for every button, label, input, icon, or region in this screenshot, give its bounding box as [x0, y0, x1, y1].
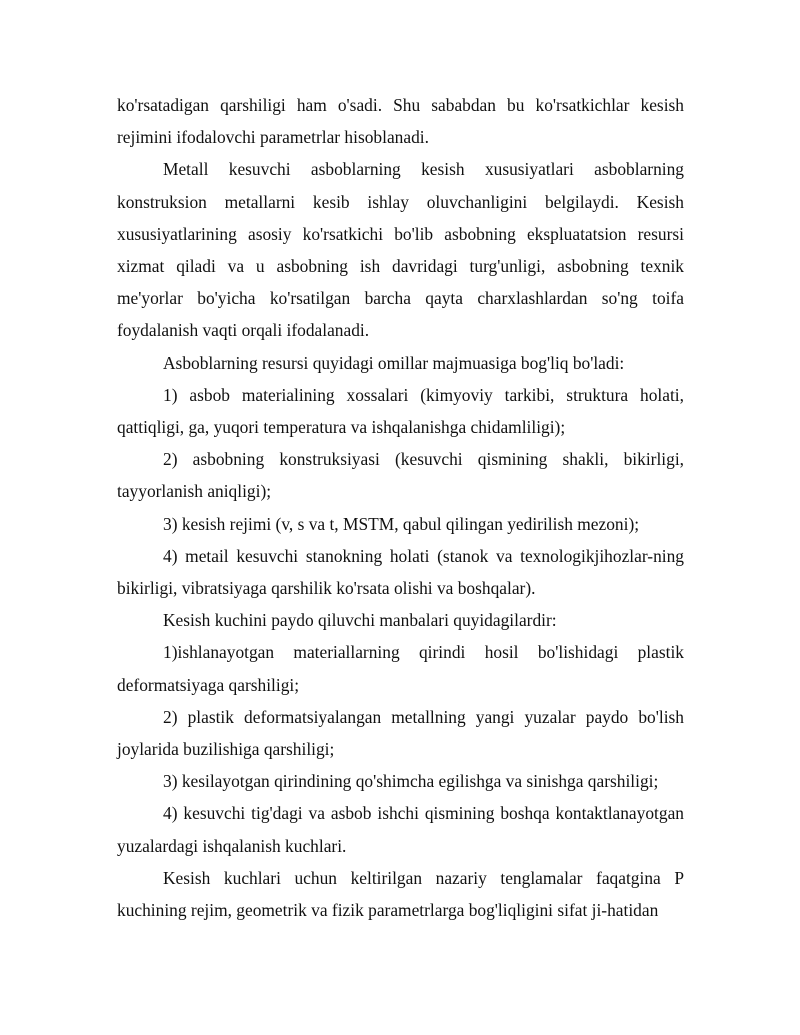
paragraph-force-sources-intro: Kesish kuchini paydo qiluvchi manbalari quyidagilardir:	[163, 610, 557, 631]
paragraph-cutting-properties: Metall kesuvchi asboblarning kesish xususiyatlari asboblarning konstruksion metallarni kesib ishlay oluvchanligini belgilaydi. Kesish xususiyatlarining asosiy ko'rsatkichi bo'lib asbobning ekspluatatsion resursi xizmat qiladi va u asbobning ish davridagi turg'unligi, asbobning texnik me'yorlar bo'yicha ko'rsatilgan barcha qayta charxlashlardan so'ng toifa foydalanish vaqti orqali ifodalanadi.	[117, 159, 684, 341]
paragraph-theoretical-equations: Kesish kuchlari uchun keltirilgan nazariy tenglamalar faqatgina P kuchining rejim, geometrik va fizik parametrlarga bog'liqligini sifat ji-hatidan	[117, 867, 684, 921]
list-item-chip-bending: 3) kesilayotgan qirindining qo'shimcha egilishga va sinishga qarshiligi;	[163, 771, 659, 792]
list-item-new-surfaces: 2) plastik deformatsiyalangan metallning yangi yuzalar paydo bo'lish joylarida buzilishiga qarshiligi;	[117, 706, 684, 760]
list-item-tool-material: 1) asbob materialining xossalari (kimyoviy tarkibi, struktura holati, qattiqligi, ga, yuqori temperatura va ishqalanishga chidamliligi);	[117, 384, 684, 438]
paragraph-continuation: ko'rsatadigan qarshiligi ham o'sadi. Shu sababdan bu ko'rsatkichlar kesish rejimini ifodalovchi parametrlar hisoblanadi.	[117, 95, 684, 148]
list-item-tool-construction: 2) asbobning konstruksiyasi (kesuvchi qismining shakli, bikirligi, tayyorlanish aniqligi);	[117, 449, 684, 502]
paragraph-resource-factors-intro: Asboblarning resursi quyidagi omillar majmuasiga bog'liq bo'ladi:	[163, 352, 625, 373]
list-item-friction-forces: 4) kesuvchi tig'dagi va asbob ishchi qismining boshqa kontaktlanayotgan yuzalardagi ishqalanish kuchlari.	[117, 803, 684, 856]
body-text	[117, 89, 684, 926]
list-item-machine-state: 4) metail kesuvchi stanokning holati (stanok va texnologikjihozlar-ning bikirligi, vibratsiyaga qarshilik ko'rsata olishi va boshqalar).	[117, 545, 684, 599]
list-item-plastic-deformation: 1)ishlanayotgan materiallarning qirindi hosil bo'lishidagi plastik deformatsiyaga qarshiligi;	[117, 642, 684, 695]
list-item-cutting-regime: 3) kesish rejimi (v, s va t, MSTM, qabul qilingan yedirilish mezoni);	[163, 513, 640, 534]
